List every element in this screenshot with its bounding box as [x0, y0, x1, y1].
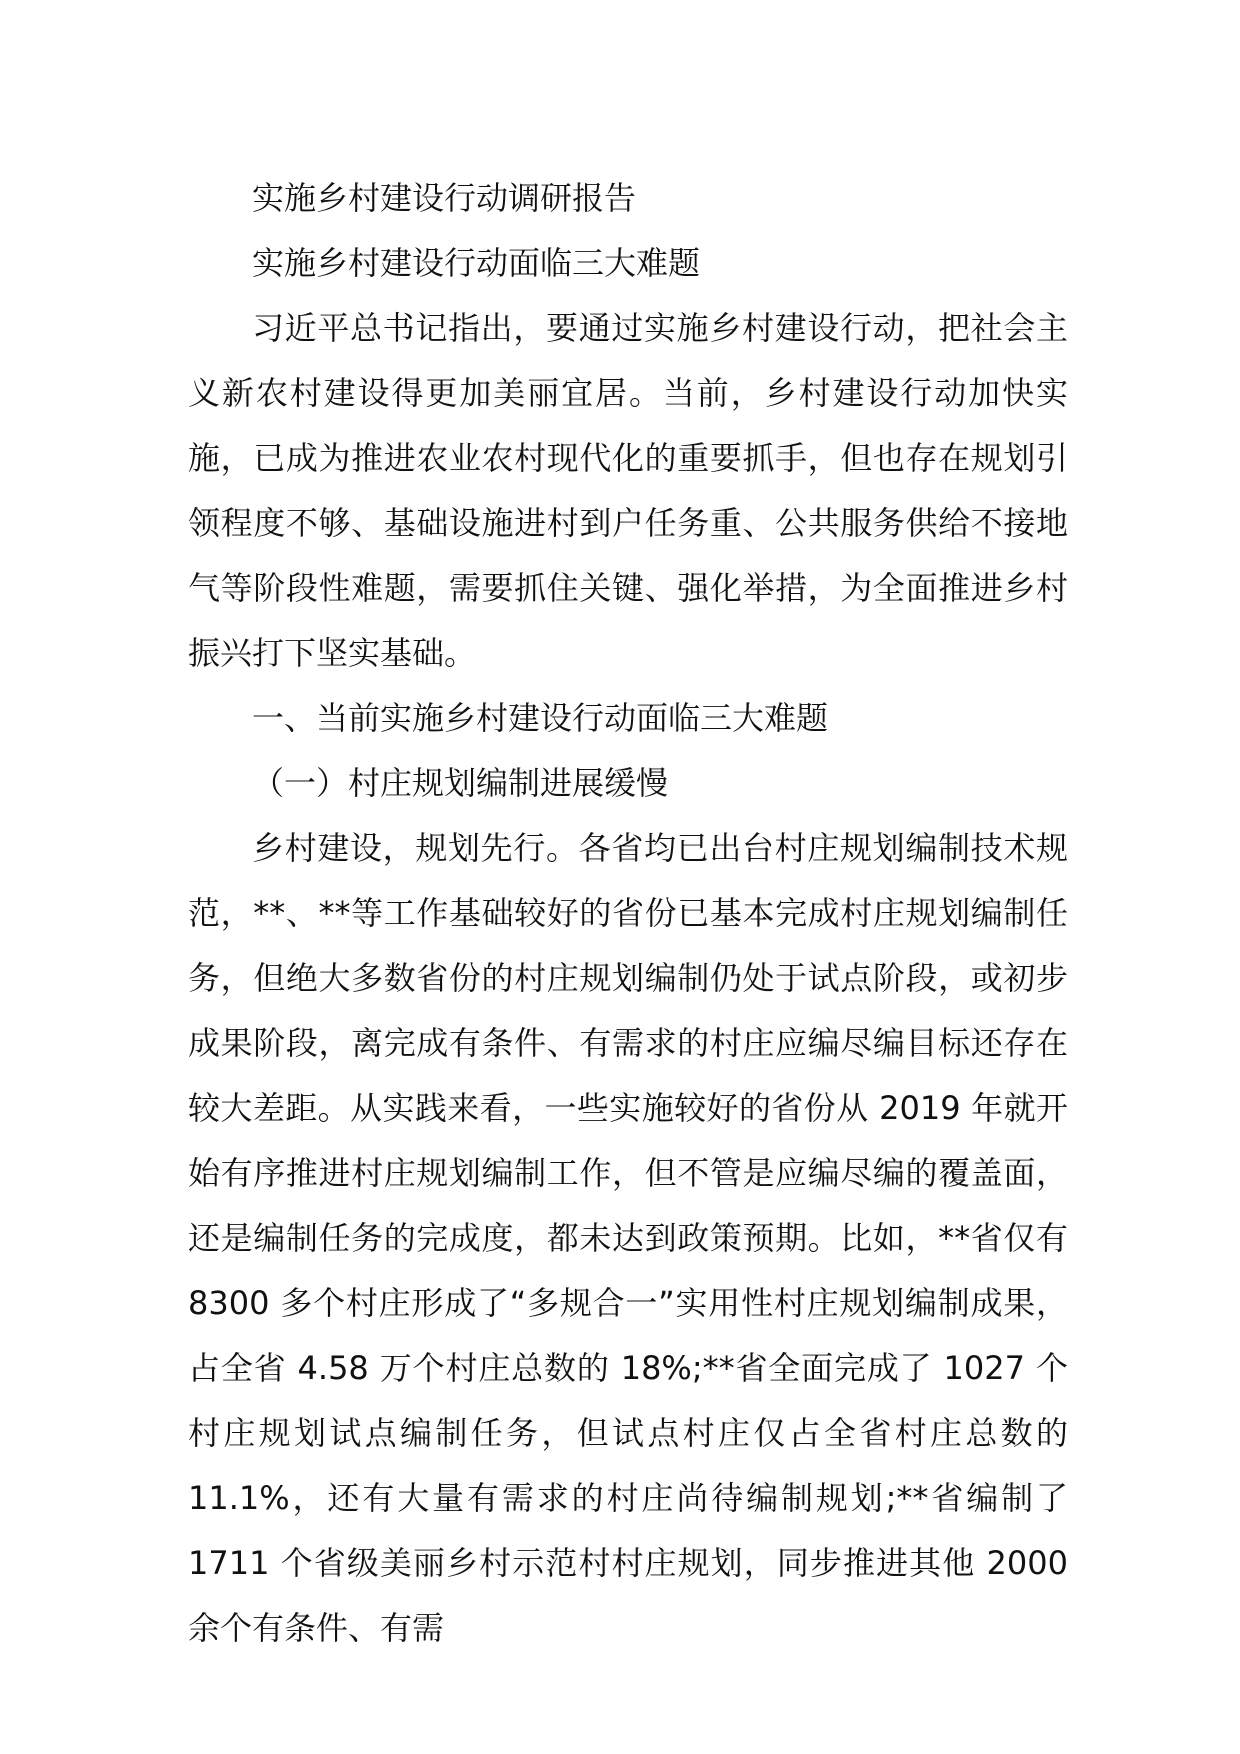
document-body: [188, 166, 1068, 1661]
subsection-heading: （一）村庄规划编制进展缓慢: [252, 764, 669, 802]
body-paragraph: 乡村建设，规划先行。各省均已出台村庄规划编制技术规范，**、**等工作基础较好的省份已基本完成村庄规划编制任务，但绝大多数省份的村庄规划编制仍处于试点阶段，或初步成果阶段，离完成有条件、有需求的村庄应编尽编目标还存在较大差距。从实践来看，一些实施较好的省份从 2019 年就开始有序推进村庄规划编制工作，但不管是应编尽编的覆盖面，还是编制任务的完成度，都未达到政策预期。比如，**省仅有 8300 多个村庄形成了“多规合一”实用性村庄规划编制成果，占全省 4.58 万个村庄总数的 18%;**省全面完成了 1027 个村庄规划试点编制任务，但试点村庄仅占全省村庄总数的 11.1%，还有大量有需求的村庄尚待编制规划;**省编制了 1711 个省级美丽乡村示范村村庄规划，同步推进其他 2000 余个有条件、有需: [188, 829, 1068, 1647]
document-subtitle: 实施乡村建设行动面临三大难题: [252, 244, 701, 282]
document-title: 实施乡村建设行动调研报告: [252, 179, 637, 217]
section-heading: 一、当前实施乡村建设行动面临三大难题: [252, 699, 829, 737]
intro-paragraph: 习近平总书记指出，要通过实施乡村建设行动，把社会主义新农村建设得更加美丽宜居。当前，乡村建设行动加快实施，已成为推进农业农村现代化的重要抓手，但也存在规划引领程度不够、基础设施进村到户任务重、公共服务供给不接地气等阶段性难题，需要抓住关键、强化举措，为全面推进乡村振兴打下坚实基础。: [188, 309, 1068, 672]
